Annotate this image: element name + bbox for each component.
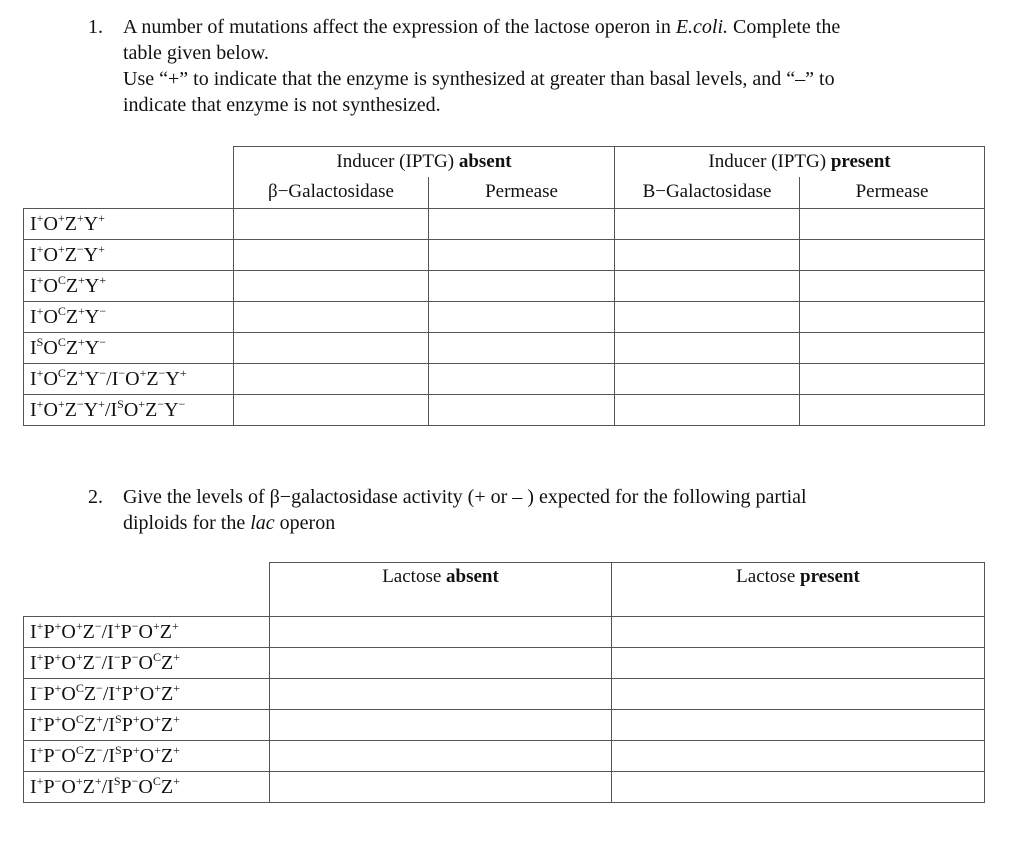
diploid-answer-cell[interactable] — [612, 617, 985, 648]
genotype-label: $I^-P^+O^CZ^-/I^+P^+O^+Z^+$ — [24, 679, 270, 710]
genotype-label: I+O+Z−Y+ — [24, 240, 234, 271]
mutation-answer-cell[interactable] — [800, 395, 985, 426]
mutation-row — [24, 271, 985, 302]
diploid-answer-cell[interactable] — [270, 772, 612, 803]
diploid-answer-cell[interactable] — [270, 679, 612, 710]
mutation-answer-cell[interactable] — [429, 209, 615, 240]
question-1-text — [123, 14, 840, 118]
genotype-label: $I^+O^+Z^-Y^+/I^SO^+Z^-Y^-$ — [24, 395, 234, 426]
genotype-label: $I^+P^+O^+Z^-/I^-P^-O^CZ^+$ — [24, 648, 270, 679]
diploid-row — [24, 679, 985, 710]
mutation-answer-cell[interactable] — [234, 240, 429, 271]
diploid-answer-cell[interactable] — [612, 679, 985, 710]
mutation-row — [24, 209, 985, 240]
question-2 — [88, 484, 988, 540]
header-inducer-absent: Inducer (IPTG) absent — [234, 147, 615, 177]
mutation-answer-cell[interactable] — [429, 240, 615, 271]
diploid-answer-cell[interactable] — [612, 710, 985, 741]
diploid-row — [24, 741, 985, 772]
mutation-answer-cell[interactable] — [615, 333, 800, 364]
mutation-answer-cell[interactable] — [615, 209, 800, 240]
question-1-line-4: indicate that enzyme is not synthesized. — [123, 94, 441, 116]
question-1-line-2: table given below. — [123, 42, 269, 64]
mutation-answer-cell[interactable] — [615, 364, 800, 395]
question-1-line-1: A number of mutations affect the expression of the lactose operon in E.coli. Complete the — [123, 16, 841, 38]
question-1 — [88, 14, 988, 124]
genotype-label: $I^+O^CZ^+Y^-$ — [24, 302, 234, 333]
mutation-answer-cell[interactable] — [429, 333, 615, 364]
mutation-answer-cell[interactable] — [615, 302, 800, 333]
header-inducer-present: Inducer (IPTG) present — [615, 147, 985, 177]
mutation-answer-cell[interactable] — [800, 209, 985, 240]
col-header-galactosidase-absent: β−Galactosidase — [234, 177, 429, 209]
col-header-galactosidase-present: B−Galactosidase — [615, 177, 800, 209]
genotype-label: $I^+O^CZ^+Y^+$ — [24, 271, 234, 302]
empty-corner — [24, 563, 270, 617]
mutation-answer-cell[interactable] — [234, 333, 429, 364]
mutation-answer-cell[interactable] — [234, 302, 429, 333]
diploid-answer-cell[interactable] — [612, 648, 985, 679]
diploid-answer-cell[interactable] — [270, 617, 612, 648]
question-1-number: 1. — [88, 16, 103, 38]
diploid-answer-cell[interactable] — [270, 648, 612, 679]
col-header-permease-present: Permease — [800, 177, 985, 209]
mutation-answer-cell[interactable] — [429, 364, 615, 395]
mutation-answer-cell[interactable] — [800, 271, 985, 302]
mutation-answer-cell[interactable] — [800, 364, 985, 395]
question-2-text — [123, 484, 807, 536]
diploid-row — [24, 772, 985, 803]
mutation-answer-cell[interactable] — [615, 240, 800, 271]
mutation-answer-cell[interactable] — [800, 333, 985, 364]
genotype-label: $I^+O^CZ^+Y^-/I^-O^+Z^-Y^+$ — [24, 364, 234, 395]
mutation-row — [24, 240, 985, 271]
diploid-answer-cell[interactable] — [270, 741, 612, 772]
mutation-answer-cell[interactable] — [615, 395, 800, 426]
question-2-number: 2. — [88, 486, 103, 508]
genotype-label: $I^+P^-O^CZ^-/I^SP^+O^+Z^+$ — [24, 741, 270, 772]
question-1-line-3: Use “+” to indicate that the enzyme is synthesized at greater than basal levels, and “–” to — [123, 68, 835, 90]
diploid-row — [24, 648, 985, 679]
mutation-row — [24, 302, 985, 333]
mutation-answer-cell[interactable] — [234, 395, 429, 426]
mutation-row — [24, 395, 985, 426]
mutation-table — [23, 146, 985, 426]
mutation-row — [24, 364, 985, 395]
col-header-permease-absent: Permease — [429, 177, 615, 209]
col-header-lactose-present: Lactose present — [612, 563, 985, 617]
mutation-answer-cell[interactable] — [429, 271, 615, 302]
question-2-line-1: Give the levels of β−galactosidase activity (+ or – ) expected for the following partial — [123, 486, 807, 508]
genotype-label: $I^+P^-O^+Z^+/I^SP^-O^CZ^+$ — [24, 772, 270, 803]
mutation-answer-cell[interactable] — [615, 271, 800, 302]
mutation-answer-cell[interactable] — [234, 271, 429, 302]
diploid-answer-cell[interactable] — [612, 741, 985, 772]
diploid-table — [23, 562, 985, 803]
mutation-answer-cell[interactable] — [800, 302, 985, 333]
mutation-answer-cell[interactable] — [800, 240, 985, 271]
diploid-row — [24, 617, 985, 648]
mutation-answer-cell[interactable] — [429, 395, 615, 426]
diploid-answer-cell[interactable] — [612, 772, 985, 803]
diploid-row — [24, 710, 985, 741]
genotype-label: I+P+O+Z−/I+P−O+Z+ — [24, 617, 270, 648]
mutation-answer-cell[interactable] — [234, 209, 429, 240]
mutation-answer-cell[interactable] — [234, 364, 429, 395]
genotype-label: $I^+P^+O^CZ^+/I^SP^+O^+Z^+$ — [24, 710, 270, 741]
mutation-answer-cell[interactable] — [429, 302, 615, 333]
genotype-label: $I^SO^CZ^+Y^-$ — [24, 333, 234, 364]
mutation-row — [24, 333, 985, 364]
col-header-lactose-absent: Lactose absent — [270, 563, 612, 617]
question-2-line-2: diploids for the lac operon — [123, 512, 336, 534]
genotype-label: I+O+Z+Y+ — [24, 209, 234, 240]
empty-corner — [24, 147, 234, 177]
diploid-answer-cell[interactable] — [270, 710, 612, 741]
